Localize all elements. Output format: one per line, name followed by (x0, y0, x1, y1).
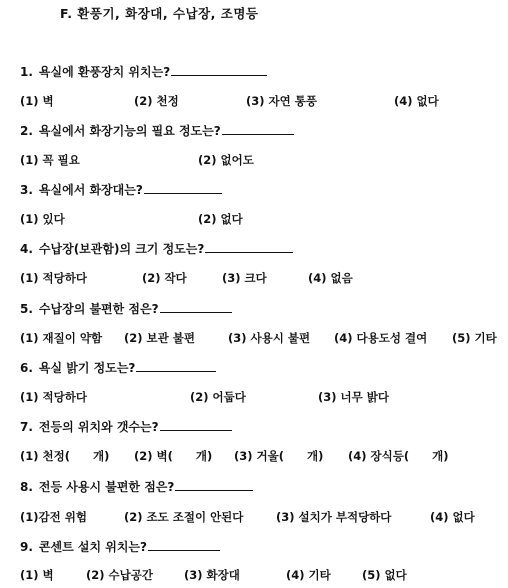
question-number: 5. (20, 302, 33, 316)
question-4 (20, 240, 293, 257)
option[interactable]: (2) 수납공간 (86, 568, 153, 582)
option[interactable]: (3) 너무 밝다 (318, 390, 389, 404)
question-number: 6. (20, 361, 33, 375)
option[interactable]: (1) 적당하다 (20, 271, 87, 285)
section-title: F. 환풍기, 화장대, 수납장, 조명등 (60, 6, 259, 21)
question-number: 9. (20, 540, 33, 554)
question-6 (20, 359, 216, 376)
question-2 (20, 122, 294, 139)
options-row-6 (20, 389, 508, 405)
option[interactable]: (2) 천정 (134, 94, 179, 108)
option[interactable]: (2) 작다 (142, 271, 187, 285)
question-number: 3. (20, 183, 33, 197)
question-7 (20, 418, 232, 435)
answer-blank[interactable] (222, 122, 294, 135)
option[interactable]: (3) 거울( 개) (234, 449, 324, 463)
answer-blank[interactable] (175, 478, 253, 491)
option[interactable]: (4) 없다 (430, 510, 475, 524)
options-row-1 (20, 93, 508, 109)
option[interactable]: (2) 조도 조절이 안된다 (124, 510, 244, 524)
option[interactable]: (2) 벽( 개) (134, 449, 213, 463)
answer-blank[interactable] (144, 181, 222, 194)
option[interactable]: (3) 사용시 불편 (228, 331, 311, 345)
options-row-5 (20, 330, 508, 346)
question-number: 4. (20, 242, 33, 256)
options-row-4 (20, 270, 508, 286)
option[interactable]: (2) 보관 불편 (124, 331, 195, 345)
question-text: 전등 사용시 불편한 점은? (38, 480, 175, 494)
answer-blank[interactable] (205, 240, 293, 253)
question-text: 욕실에서 화장기능의 필요 정도는? (38, 124, 221, 138)
option[interactable]: (3) 자연 통풍 (246, 94, 317, 108)
option[interactable]: (4) 없다 (394, 94, 439, 108)
option[interactable]: (4) 다용도성 결여 (334, 331, 428, 345)
question-5 (20, 300, 232, 317)
answer-blank[interactable] (160, 300, 232, 313)
option[interactable]: (4) 장식등( 개) (348, 449, 449, 463)
question-8 (20, 478, 253, 495)
option[interactable]: (3) 크다 (222, 271, 267, 285)
question-number: 7. (20, 420, 33, 434)
option[interactable]: (3) 설치가 부적당하다 (276, 510, 392, 524)
options-row-2 (20, 152, 508, 168)
option[interactable]: (3) 화장대 (184, 568, 240, 582)
question-number: 1. (20, 65, 33, 79)
option[interactable]: (1)감전 위험 (20, 510, 87, 524)
answer-blank[interactable] (160, 418, 232, 431)
answer-blank[interactable] (171, 63, 267, 76)
question-3 (20, 181, 222, 198)
question-number: 8. (20, 480, 33, 494)
question-text: 전등의 위치와 갯수는? (38, 420, 159, 434)
answer-blank[interactable] (148, 538, 220, 551)
option[interactable]: (4) 없음 (308, 271, 353, 285)
option[interactable]: (4) 기타 (286, 568, 331, 582)
option[interactable]: (2) 어둡다 (190, 390, 246, 404)
question-number: 2. (20, 124, 33, 138)
question-text: 욕실 밝기 정도는? (38, 361, 136, 375)
option[interactable]: (1) 있다 (20, 212, 65, 226)
option[interactable]: (1) 재질이 약함 (20, 331, 103, 345)
options-row-7 (20, 448, 508, 464)
question-1 (20, 63, 267, 80)
question-text: 수납장의 불편한 점은? (38, 302, 159, 316)
options-row-8 (20, 509, 508, 525)
option[interactable]: (5) 기타 (452, 331, 497, 345)
option[interactable]: (1) 천정( 개) (20, 449, 110, 463)
answer-blank[interactable] (136, 359, 216, 372)
option[interactable]: (1) 꼭 필요 (20, 153, 80, 167)
options-row-9 (20, 567, 508, 583)
option[interactable]: (2) 없어도 (198, 153, 254, 167)
option[interactable]: (1) 벽 (20, 94, 54, 108)
question-text: 콘센트 설치 위치는? (38, 540, 147, 554)
question-text: 욕실에서 화장대는? (38, 183, 143, 197)
options-row-3 (20, 211, 508, 227)
question-text: 수납장(보관함)의 크기 정도는? (38, 242, 205, 256)
option[interactable]: (1) 벽 (20, 568, 54, 582)
option[interactable]: (1) 적당하다 (20, 390, 87, 404)
question-9 (20, 538, 220, 555)
option[interactable]: (2) 없다 (198, 212, 243, 226)
option[interactable]: (5) 없다 (362, 568, 407, 582)
question-text: 욕실에 환풍장치 위치는? (38, 65, 171, 79)
